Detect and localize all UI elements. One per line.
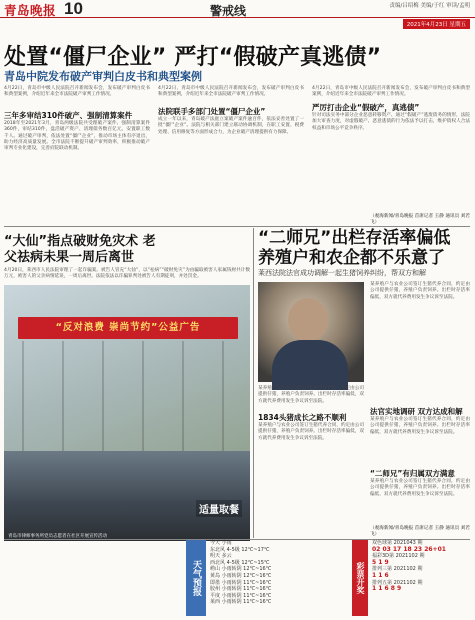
main-subhead: 青岛中院发布破产审判白皮书和典型案例: [4, 70, 202, 83]
section-heading-1: 三年多审结310件破产、强制清算案件: [4, 111, 133, 120]
weather-row: 胶州 小雨转阴 11℃~16℃: [210, 586, 272, 593]
weather-row: 莱西 小雨转阴 11℃~16℃: [210, 599, 272, 606]
main-lead: 4月22日，青岛市中级人民法院召开新闻发布会，发布破产审判白皮书和典型案例，介绍近年来全市法院破产审判工作情况。: [4, 86, 150, 98]
weather-row: 黄岛 小雨转阴 12℃~16℃: [210, 572, 272, 579]
story2-headline: “大仙”指点破财免灾术 老父祛病未果一周后离世: [4, 234, 156, 265]
story3-text-c: 某养殖户与农业公司签订生猪代养合同，约定由公司提供仔猪，养殖户负责饲养。出栏时存活率偏低，双方就代养费用发生争议诉至法院。: [370, 417, 470, 435]
photo-body: [272, 340, 348, 390]
lottery-number: 1 1 6: [372, 571, 389, 579]
lottery-box: [352, 540, 470, 616]
lottery-label: 双色球第 2021043 期: [372, 540, 423, 546]
story3-headline: “二师兄”出栏存活率偏低 养殖户和农企都不乐意了: [258, 228, 451, 268]
column-divider: [253, 228, 254, 538]
weather-box: [186, 540, 346, 616]
story2-text: 4月20日，莱西市人民法院审理了一起诈骗案。被告人冒充“大仙”，以“祛病”“破财免灾”为由骗取被害人家属钱财共计数万元，被害人的父亲病情延误，一周后离世。法院依法以诈骗罪判处被告人有期徒刑，并处罚金。: [4, 268, 250, 280]
photo-portrait: [258, 282, 364, 382]
masthead: [0, 0, 475, 18]
photo-banner: “反对浪费 崇尚节约”公益广告: [18, 317, 238, 339]
story3-section-1: 1834头猪成长之路不顺利: [258, 413, 347, 422]
lottery-label: 福彩3D第 2021102 期: [372, 553, 425, 560]
weather-row: 东北风 4-5级 12℃~17℃: [210, 546, 270, 553]
newspaper-logo: 青岛晚报: [4, 3, 57, 18]
section-heading-2: 法院联手多部门处置“僵尸企业”: [158, 107, 266, 116]
lottery-rows: [372, 540, 470, 593]
weather-row: 即墨 小雨转阴 11℃~16℃: [210, 579, 272, 586]
main-headline: 处置“僵尸企业” 严打“假破产真逃债”: [4, 45, 382, 70]
date-badge: 2021年4月23日 星期五: [403, 19, 470, 29]
lottery-number: 1 1 6 8 9: [372, 585, 402, 593]
story3-text-b: 某养殖户与农业公司签订生猪代养合同，约定由公司提供仔猪，养殖户负责饲养。出栏时存活率偏低，双方就代养费用发生争议诉至法院。: [258, 423, 364, 441]
section-text-1: 2018年至2021年3月，青岛两级法院共受理破产案件、强制清算案件360件，审结310件，盘活破产资产、清理债务数百亿元，安置职工数千人。通过破产审判，依法处置“僵尸企业”，推动市场主体有序退出，助力经济高质量发展。全市法院不断提升破产审判效率，积极推动破产审判专业化建设，完善府院联动机制。: [4, 121, 150, 152]
lottery-label: 排列五第 2021102 期: [372, 579, 423, 586]
lottery-number: 5 1 9: [372, 558, 389, 566]
photo-crowd: [4, 451, 250, 541]
section-text-2a: 4月22日，青岛市中级人民法院召开新闻发布会，发布破产审判白皮书和典型案例，介绍近年来全市法院破产审判工作情况。: [158, 86, 304, 98]
page-number: 10: [64, 0, 83, 18]
section-heading-3: 严厉打击企业“假破产，真逃债”: [312, 103, 420, 112]
divider: [4, 226, 470, 227]
weather-row: 西北风 4-5级 12℃~15℃: [210, 559, 270, 566]
story3-text-right: 某养殖户与农业公司签订生猪代养合同，约定由公司提供仔猪，养殖户负责饲养。出栏时存活率偏低，双方就代养费用发生争议诉至法院。: [370, 282, 470, 300]
lottery-title: 彩票开奖: [352, 540, 368, 616]
section-title: 警戒线: [210, 4, 247, 18]
story3-subhead: 莱西法院法官成功调解一起生猪饲养纠纷，帮双方和解: [258, 269, 426, 277]
story3-byline: （观海新闻/青岛晚报 首席记者 王静 通讯员 刘若飞）: [370, 526, 470, 538]
photo-public-service-ad: [4, 285, 250, 541]
weather-row: 崂山 小雨转阴 12℃~16℃: [210, 566, 272, 573]
story3-text-a: 某养殖户与农业公司签订生猪代养合同，约定由公司提供仔猪，养殖户负责饲养。出栏时存活率偏低，双方就代养费用发生争议诉至法院。: [258, 386, 364, 404]
story3-section-3: “二师兄”有归属双方满意: [370, 469, 455, 478]
photo-caption: 青岛市律师事务所党员志愿者在社区开展宣传活动: [8, 534, 107, 539]
weather-title: 天气预报: [186, 540, 206, 616]
editors-line: 责编/吕绍梅 美编/于红 审读/孟明: [389, 3, 470, 9]
section-text-3a: 4月22日，青岛市中级人民法院召开新闻发布会，发布破产审判白皮书和典型案例，介绍近年来全市法院破产审判工作情况。: [312, 86, 470, 98]
weather-rows: [210, 540, 346, 606]
story3-text-d: 某养殖户与农业公司签订生猪代养合同，约定由公司提供仔猪，养殖户负责饲养。出栏时存活率偏低，双方就代养费用发生争议诉至法院。: [370, 479, 470, 497]
story3-section-2: 法官实地调研 双方达成和解: [370, 407, 463, 416]
lottery-label: 排列三第 2021102 期: [372, 566, 423, 573]
section-text-2: 成立一年以来，青岛破产法庭立案破产案件逾百件，依法妥善处置了一批“僵尸企业”。法院与相关部门建立联动协调机制，在职工安置、税费处理、信用修复等方面形成合力，为企业破产清理提供有力保障。: [158, 117, 304, 135]
photo-sign: 适量取餐: [196, 500, 242, 517]
section-text-3: 针对司法实务中部分企业恶意转移资产、通过“假破产”逃废债务的情形，法院加大审查力度，对虚假破产、恶意逃债的行为依法予以打击，维护债权人合法权益和市场公平竞争秩序。: [312, 113, 470, 131]
weather-row: 今天 小雨: [210, 540, 232, 546]
weather-row: 平度 小雨转阴 11℃~16℃: [210, 592, 272, 599]
lottery-number: 02 03 17 18 23 26+01: [372, 545, 446, 553]
photo-face: [288, 298, 328, 342]
main-byline: （观海新闻/青岛晚报 首席记者 王静 通讯员 刘若飞）: [370, 214, 470, 226]
weather-row: 明天 多云: [210, 553, 232, 560]
